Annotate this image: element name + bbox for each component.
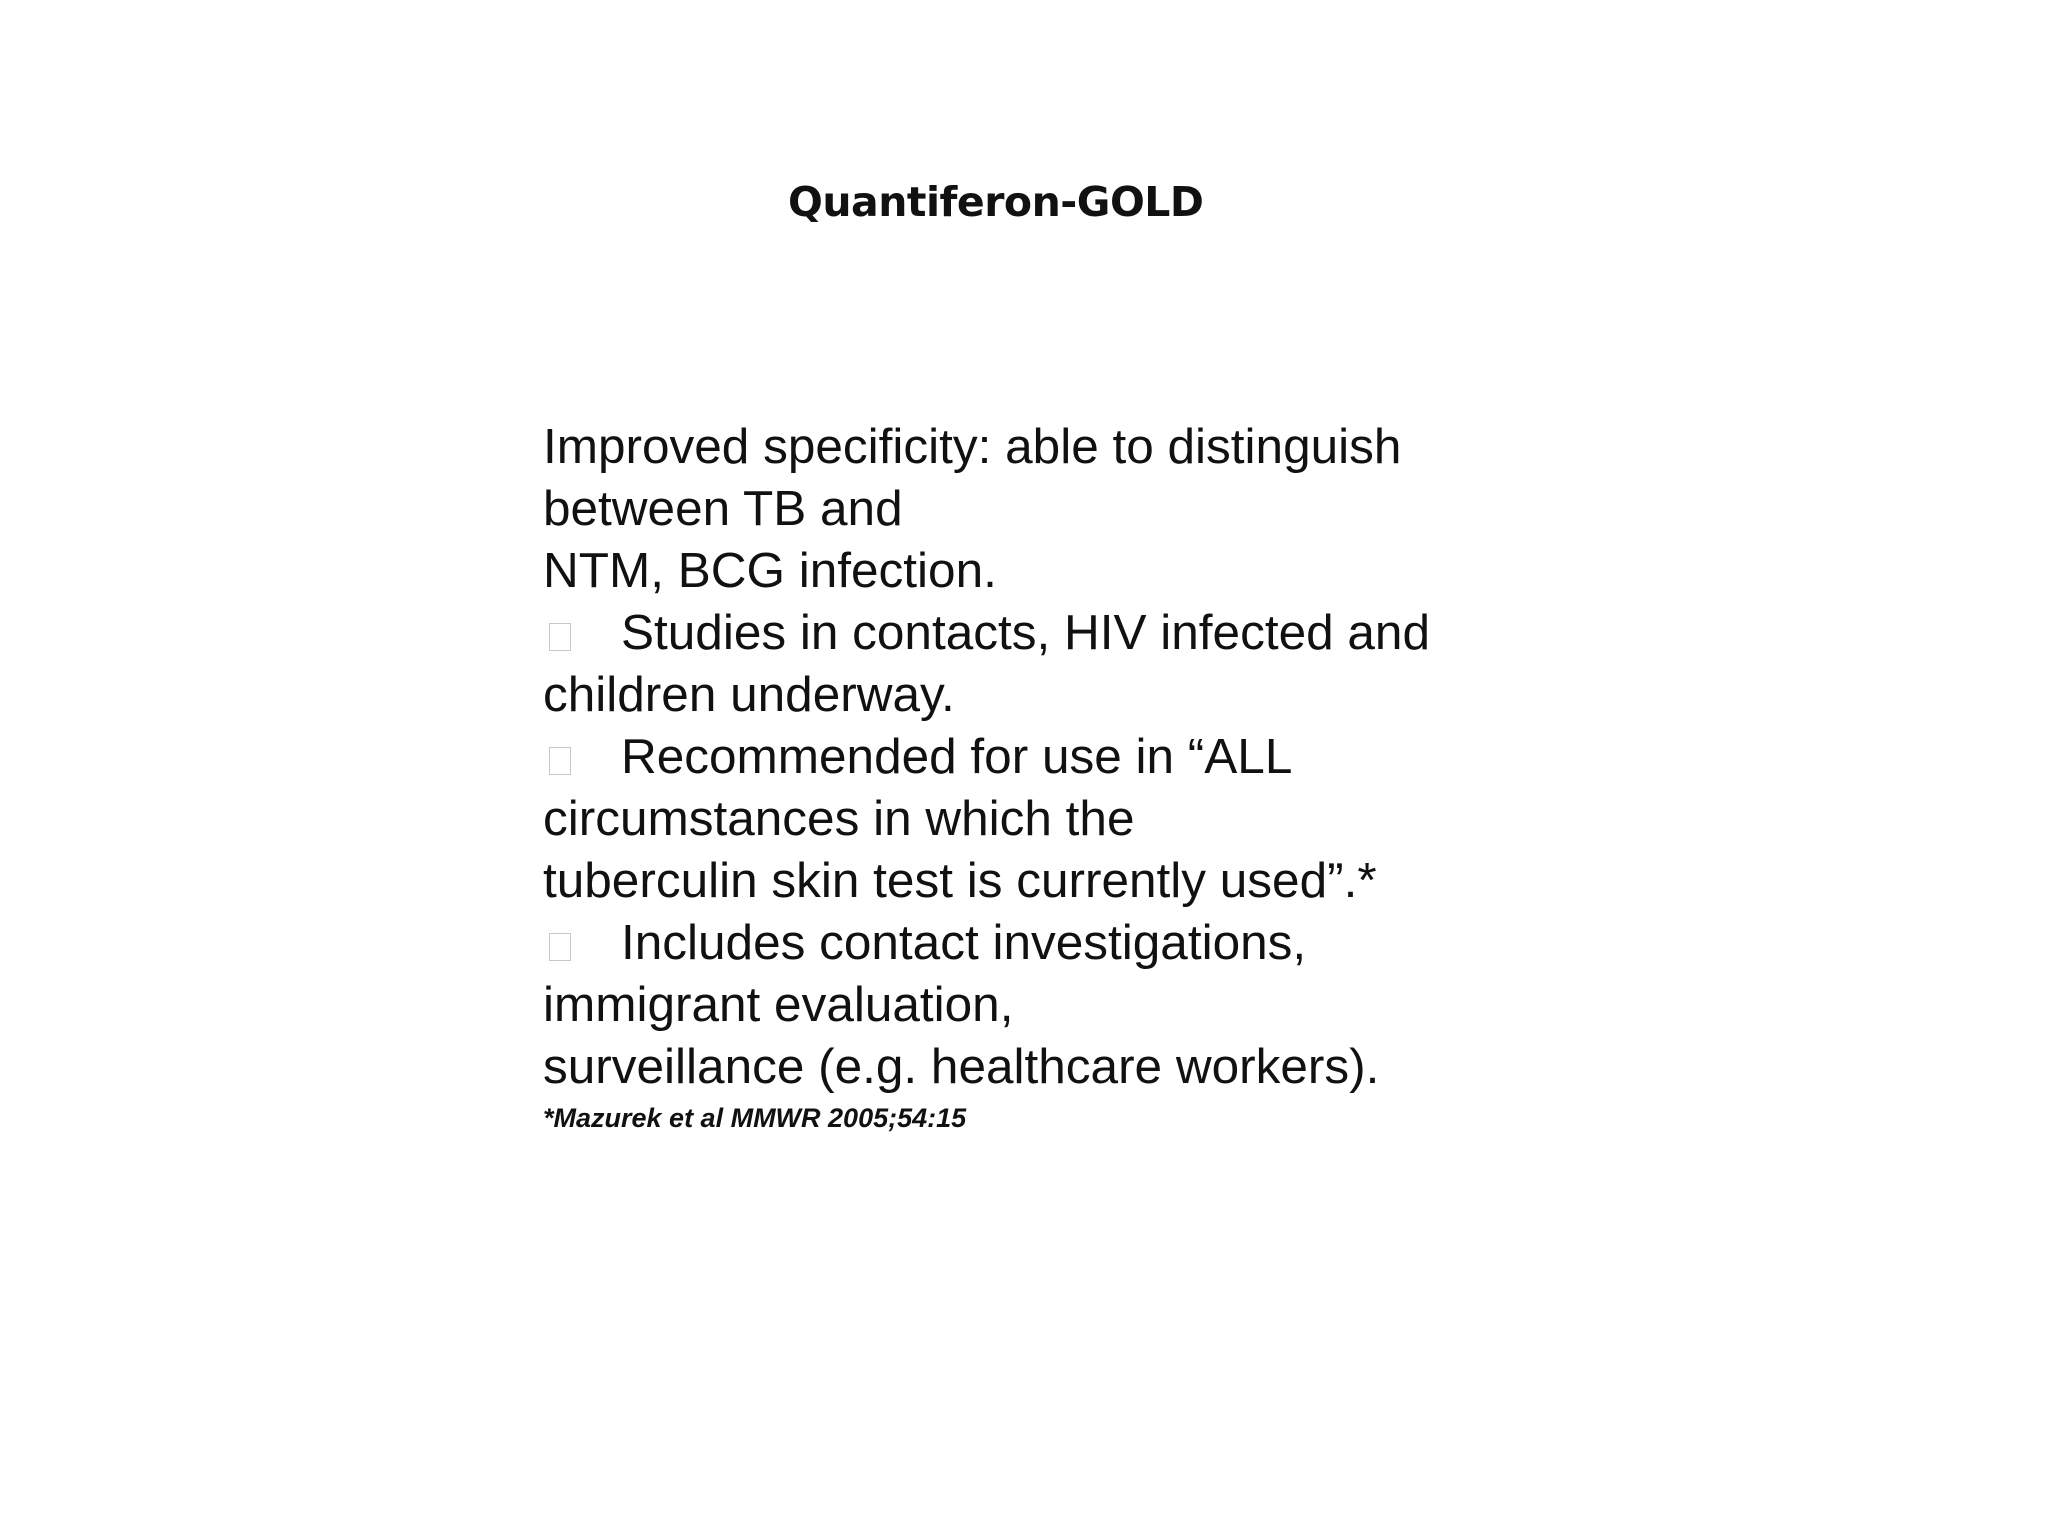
body-line-text: NTM, BCG infection. xyxy=(543,543,997,598)
body-line-text: circumstances in which the xyxy=(543,791,1135,846)
body-line-text: between TB and xyxy=(543,481,903,536)
citation: *Mazurek et al MMWR 2005;54:15 xyxy=(543,1103,967,1133)
body-line xyxy=(543,416,1543,478)
body-line-text: Includes contact investigations, xyxy=(621,915,1307,970)
body-line-text: Recommended for use in “ALL xyxy=(621,729,1293,784)
empty-square-icon xyxy=(549,933,571,961)
slide-title: Quantiferon-GOLD xyxy=(788,178,1204,226)
body-line xyxy=(543,1036,1543,1098)
empty-square-icon xyxy=(549,623,571,651)
body-line xyxy=(543,478,1543,540)
body-line-text: children underway. xyxy=(543,667,955,722)
body-line xyxy=(543,850,1543,912)
body-line-text: immigrant evaluation, xyxy=(543,977,1014,1032)
body-line-text: Improved specificity: able to distinguish xyxy=(543,419,1402,474)
body-line xyxy=(543,602,1543,664)
body-line-text: surveillance (e.g. healthcare workers). xyxy=(543,1039,1380,1094)
body-line xyxy=(543,788,1543,850)
slide-body xyxy=(543,416,1543,1098)
body-line-text: Studies in contacts, HIV infected and xyxy=(621,605,1430,660)
body-line xyxy=(543,726,1543,788)
body-line-text: tuberculin skin test is currently used”.* xyxy=(543,853,1377,908)
body-line xyxy=(543,540,1543,602)
body-line xyxy=(543,664,1543,726)
body-line xyxy=(543,974,1543,1036)
empty-square-icon xyxy=(549,747,571,775)
body-line xyxy=(543,912,1543,974)
